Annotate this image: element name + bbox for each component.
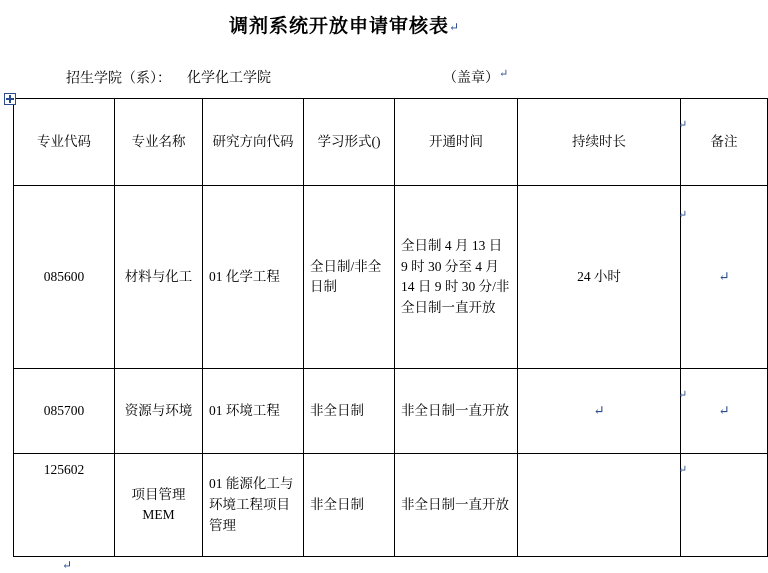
page-title-text: 调剂系统开放申请审核表 [228, 16, 449, 37]
paragraph-mark: ↵ [678, 464, 688, 476]
cell-name: 材料与化工 [115, 186, 203, 369]
column-header-form: 学习形式() [304, 99, 395, 186]
paragraph-mark: ↵ [678, 209, 688, 221]
cell-direction: 01 环境工程 [203, 369, 304, 454]
cell-code: 085700 [14, 369, 115, 454]
column-header-code: 专业代码 [14, 99, 115, 186]
cell-duration: 24 小时 [518, 186, 681, 369]
cell-code: 085600 [14, 186, 115, 369]
column-header-open-time: 开通时间 [395, 99, 518, 186]
cell-open-time: 非全日制一直开放 [395, 369, 518, 454]
cell-name: 资源与环境 [115, 369, 203, 454]
college-label: 招生学院（系）： [66, 71, 171, 87]
cell-duration: ↵ [518, 369, 681, 454]
cell-direction: 01 化学工程 [203, 186, 304, 369]
cell-code: 125602 [14, 454, 115, 557]
cell-form: 非全日制 [304, 454, 395, 557]
page-title [0, 14, 689, 41]
cell-note: ↵ [681, 369, 768, 454]
table-header-row [14, 99, 768, 186]
cell-direction: 01 能源化工与环境工程项目管理 [203, 454, 304, 557]
column-header-note: 备注 [681, 99, 768, 186]
paragraph-mark: ↵ [499, 67, 509, 80]
document-page [0, 14, 738, 573]
cell-name: 项目管理MEM [115, 454, 203, 557]
column-header-direction: 研究方向代码 [203, 99, 304, 186]
table-row [14, 454, 768, 557]
cell-duration [518, 454, 681, 557]
cell-open-time: 全日制 4 月 13 日 9 时 30 分至 4 月 14 日 9 时 30 分/非全日制一直开放 [395, 186, 518, 369]
paragraph-mark: ↵ [62, 558, 73, 572]
header-line [0, 67, 689, 89]
cell-form: 非全日制 [304, 369, 395, 454]
column-header-name: 专业名称 [115, 99, 203, 186]
paragraph-mark: ↵ [678, 389, 688, 401]
cell-form: 全日制/非全日制 [304, 186, 395, 369]
table-row [14, 186, 768, 369]
cell-note: ↵ [681, 186, 768, 369]
column-header-duration: 持续时长 [518, 99, 681, 186]
application-table [13, 98, 768, 557]
paragraph-mark: ↵ [678, 119, 688, 131]
seal-label: （盖章） [443, 71, 499, 87]
table-move-handle[interactable] [4, 93, 16, 105]
paragraph-mark: ↵ [448, 20, 461, 35]
college-name: 化学化工学院 [187, 71, 271, 87]
cell-note [681, 454, 768, 557]
table-row [14, 369, 768, 454]
cell-open-time: 非全日制一直开放 [395, 454, 518, 557]
